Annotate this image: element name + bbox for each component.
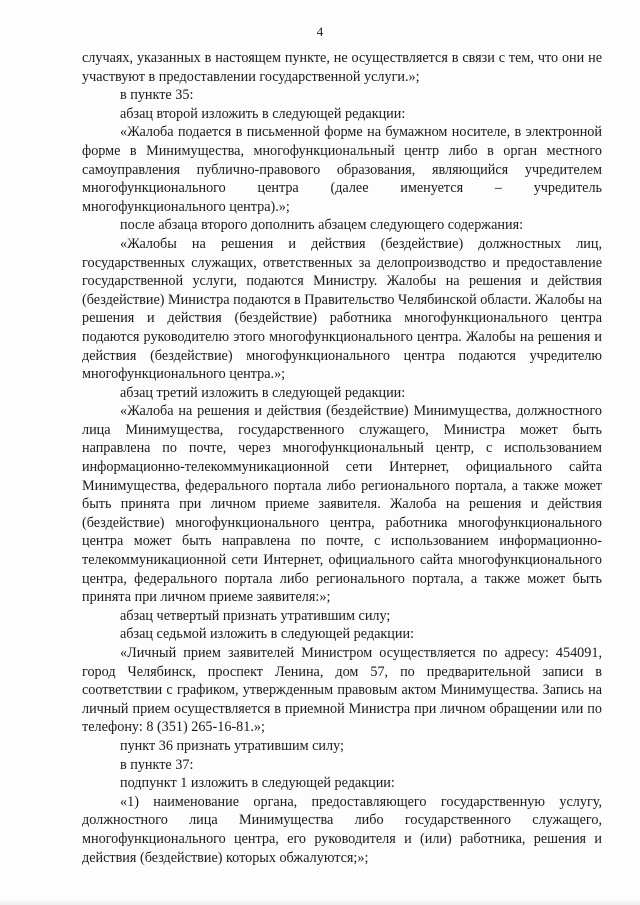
paragraph-instruction: после абзаца второго дополнить абзацем следующего содержания: — [120, 217, 524, 234]
paragraph-instruction: пункт 36 признать утратившим силу; — [120, 737, 344, 754]
paragraph-instruction: подпункт 1 изложить в следующей редакции: — [120, 775, 395, 792]
paragraph-instruction: абзац четвертый признать утратившим силу; — [120, 607, 391, 624]
paragraph-instruction: абзац седьмой изложить в следующей редакции: — [120, 626, 415, 643]
paragraph-point-37: в пункте 37: — [120, 756, 194, 773]
paragraph-quote-complaint-addressees: «Жалобы на решения и действия (бездействие) должностных лиц, государственных служащих, ответственных за делопроизводство и предоставление государственной услуги, подаются Министру. Жалобы на решения и действия (бездействие) Министра подаются в Правительство Челябинской области. Жалобы на решения и действия (бездействие) работника многофункционального центра подаются руководителю этого многофункционального центра. Жалобы на решения и действия (бездействие) многофункционального центра подаются учредителю многофункционального центра.»; — [82, 235, 602, 383]
paragraph-quote-complaint-form: «Жалоба подается в письменной форме на бумажном носителе, в электронной форме в Минимущества, многофункциональный центр либо в орган местного самоуправления публично-правового образования, являющийся учредителем многофункционального центра (далее именуется – учредитель многофункционального центра).»; — [82, 124, 602, 215]
paragraph-point-35: в пункте 35: — [120, 87, 194, 104]
page-number: 4 — [316, 24, 324, 39]
paragraph-quote-personal-reception: «Личный прием заявителей Министром осуществляется по адресу: 454091, город Челябинск, проспект Ленина, дом 57, по предварительной записи в соответствии с графиком, утвержденным правовым актом Минимущества. Запись на личный прием осуществляется в приемной Министра при личном обращении или по телефону: 8 (351) 265-16-81.»; — [82, 645, 602, 736]
paragraph-continuation: случаях, указанных в настоящем пункте, не осуществляется в связи с тем, что они не участвуют в предоставлении государственной услуги.»; — [82, 50, 602, 85]
paragraph-instruction: абзац второй изложить в следующей редакции: — [120, 105, 406, 122]
paragraph-instruction: абзац третий изложить в следующей редакции: — [120, 384, 406, 401]
paragraph-quote-subpoint-1: «1) наименование органа, предоставляющего государственную услугу, должностного лица Минимущества либо государственного служащего, многофункционального центра, его руководителя и (или) работника, решения и действия (бездействие) которых обжалуются;»; — [82, 793, 602, 866]
paragraph-quote-complaint-channels: «Жалоба на решения и действия (бездействие) Минимущества, должностного лица Минимущества, государственного служащего, Министра может быть направлена по почте, через многофункциональный центр, с использованием информационно-телекоммуникационной сети Интернет, официального сайта Минимущества, федерального портала либо регионального портала, а также может быть принята при личном приеме заявителя. Жалоба на решения и действия (бездействие) многофункционального центра, работника многофункционального центра может быть направлена по почте, с использованием информационно-телекоммуникационной сети Интернет, официального сайта многофункционального центра, федерального портала либо регионального портала, а также может быть принята при личном приеме заявителя:»; — [82, 403, 602, 606]
document-body — [82, 49, 602, 867]
scan-bottom-edge — [0, 899, 640, 905]
